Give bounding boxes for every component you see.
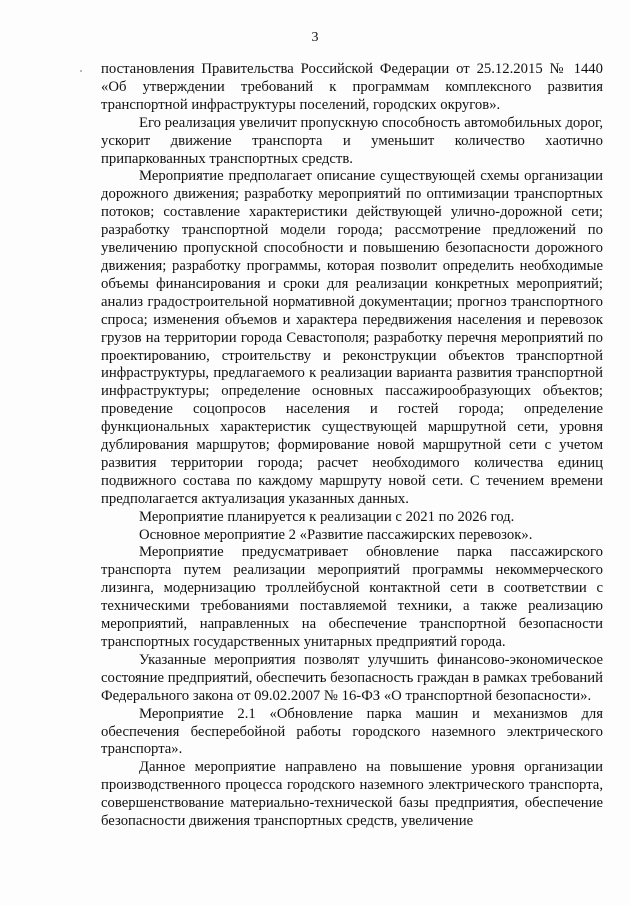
body-text: [101, 61, 603, 831]
paragraph-continuation: постановления Правительства Российской Федерации от 25.12.2015 № 1440 «Об утверждении требований к программам комплексного развития транспортной инфраструктуры поселений, городских округов».: [101, 61, 603, 113]
paragraph-measure-description: Мероприятие предполагает описание существующей схемы организации дорожного движения; разработку мероприятий по оптимизации транспортных потоков; составление характеристики действующей улично-дорожной сети; разработку транспортной модели города; рассмотрение предложений по увеличению пропускной способности и повышению безопасности дорожного движения; разработку программы, которая позволит определить необходимые объемы финансирования и сроки для реализации конкретных мероприятий; анализ градостроительной нормативной документации; прогноз транспортного спроса; изменения объемов и характера передвижения населения и перевозок грузов на территории города Севастополя; разработку перечня мероприятий по проектированию, строительству и реконструкции объектов транспортной инфраструктуры, предлагаемого к реализации варианта развития транспортной инфраструктуры; определение основных пассажирообразующих объектов; проведение соцопросов населения и гостей города; определение функциональных характеристик существующей маршрутной сети, уровня дублирования маршрутов; формирование новой маршрутной сети с учетом развития территории города; расчет необходимого количества единиц подвижного состава по каждому маршруту новой сети. С течением времени предполагается актуализация указанных данных.: [101, 168, 603, 507]
paragraph-measure-2-1-goal: Данное мероприятие направлено на повышение уровня организации производственного процесса городского наземного электрического транспорта, совершенствование материально-технической базы предприятия, обеспечение безопасности движения транспортных средств, увеличение: [101, 759, 603, 830]
scan-mark: [80, 70, 82, 72]
page-number: 3: [311, 30, 319, 45]
paragraph-fleet-renewal: Мероприятие предусматривает обновление парка пассажирского транспорта путем реализации мероприятий программы некоммерческого лизинга, модернизацию троллейбусной контактной сети в соответствии с техническими требованиями поставляемой техники, а также реализацию мероприятий, направленных на обеспечение транспортной безопасности транспортных государственных унитарных предприятий города.: [101, 544, 603, 650]
paragraph-measure-2-1: Мероприятие 2.1 «Обновление парка машин и механизмов для обеспечения бесперебойной работы городского наземного электрического транспорта».: [101, 705, 603, 758]
paragraph-main-measure-2: Основное мероприятие 2 «Развитие пассажирских перевозок».: [139, 526, 533, 543]
paragraph-financial-state: Указанные мероприятия позволят улучшить финансово-экономическое состояние предприятий, обеспечить безопасность граждан в рамках требований Федерального закона от 09.02.2007 № 16-ФЗ «О транспортной безопасности».: [101, 651, 603, 704]
paragraph-capacity: Его реализация увеличит пропускную способность автомобильных дорог, ускорит движение транспорта и уменьшит количество хаотично припаркованных транспортных средств.: [101, 114, 603, 167]
paragraph-measure-schedule: Мероприятие планируется к реализации с 2021 по 2026 год.: [139, 508, 515, 525]
